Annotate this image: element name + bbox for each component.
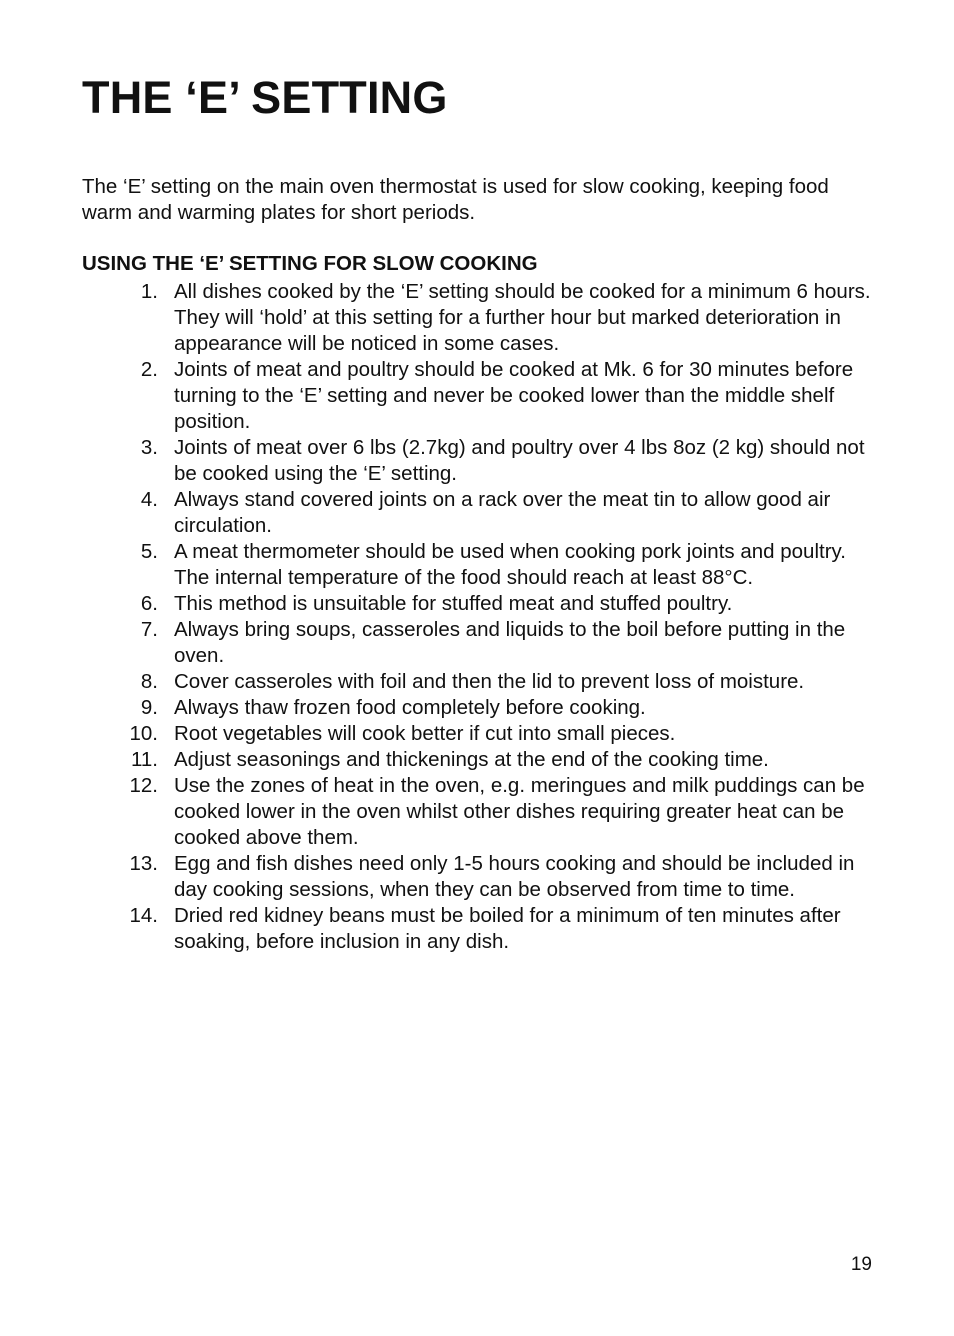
list-item-number: 3. (140, 436, 158, 459)
list-item-number: 12. (129, 774, 158, 797)
list-item-number: 7. (140, 618, 158, 641)
list-item-text: Adjust seasonings and thickenings at the end of the cooking time. (174, 748, 769, 771)
list-item-text: Cover casseroles with foil and then the lid to prevent loss of moisture. (174, 670, 805, 693)
page-title: THE ‘E’ SETTING (82, 72, 448, 123)
list-item-text: All dishes cooked by the ‘E’ setting should be cooked for a minimum 6 hours. They will ‘hold’ at this setting for a further hour but marked deterioration in appearance will be noticed in some cases. (174, 280, 871, 355)
list-item (82, 695, 882, 721)
list-item-text: A meat thermometer should be used when cooking pork joints and poultry. The internal temperature of the food should reach at least 88°C. (174, 540, 846, 589)
list-item-text: Egg and fish dishes need only 1-5 hours cooking and should be included in day cooking sessions, when they can be observed from time to time. (174, 852, 855, 901)
list-item-number: 9. (140, 696, 158, 719)
list-item-text: Root vegetables will cook better if cut into small pieces. (174, 722, 676, 745)
list-item (82, 591, 882, 617)
list-item-text: Use the zones of heat in the oven, e.g. meringues and milk puddings can be cooked lower in the oven whilst other dishes requiring greater heat can be cooked above them. (174, 774, 865, 849)
list-item-number: 8. (140, 670, 158, 693)
section-heading: USING THE ‘E’ SETTING FOR SLOW COOKING (82, 252, 538, 275)
list-item (82, 747, 882, 773)
page-number: 19 (850, 1254, 872, 1275)
list-item-number: 11. (131, 748, 158, 771)
list-item-number: 10. (129, 722, 158, 745)
list-item-number: 6. (140, 592, 158, 615)
list-item (82, 669, 882, 695)
list-item-text: Always bring soups, casseroles and liquids to the boil before putting in the oven. (174, 618, 846, 667)
list-item-number: 13. (129, 852, 158, 875)
list-item-text: Joints of meat and poultry should be cooked at Mk. 6 for 30 minutes before turning to the ‘E’ setting and never be cooked lower than the middle shelf position. (174, 358, 854, 433)
list-item-number: 14. (129, 904, 158, 927)
list-item-number: 1. (140, 280, 158, 303)
list-item-text: This method is unsuitable for stuffed meat and stuffed poultry. (174, 592, 733, 615)
list-item-text: Always thaw frozen food completely before cooking. (174, 696, 646, 719)
list-item (82, 357, 882, 435)
list-item (82, 279, 882, 357)
list-item (82, 487, 882, 539)
list-item (82, 539, 882, 591)
list-item-number: 4. (140, 488, 158, 511)
list-item-text: Dried red kidney beans must be boiled for a minimum of ten minutes after soaking, before inclusion in any dish. (174, 904, 841, 953)
instruction-list (82, 279, 882, 955)
list-item (82, 773, 882, 851)
list-item-number: 2. (140, 358, 158, 381)
list-item (82, 721, 882, 747)
list-item (82, 851, 882, 903)
list-item-number: 5. (140, 540, 158, 563)
list-item (82, 617, 882, 669)
list-item-text: Joints of meat over 6 lbs (2.7kg) and poultry over 4 lbs 8oz (2 kg) should not be cooked using the ‘E’ setting. (174, 436, 865, 485)
intro-paragraph: The ‘E’ setting on the main oven thermostat is used for slow cooking, keeping food warm and warming plates for short periods. (82, 175, 829, 224)
list-item-text: Always stand covered joints on a rack over the meat tin to allow good air circulation. (174, 488, 831, 537)
list-item (82, 435, 882, 487)
list-item (82, 903, 882, 955)
